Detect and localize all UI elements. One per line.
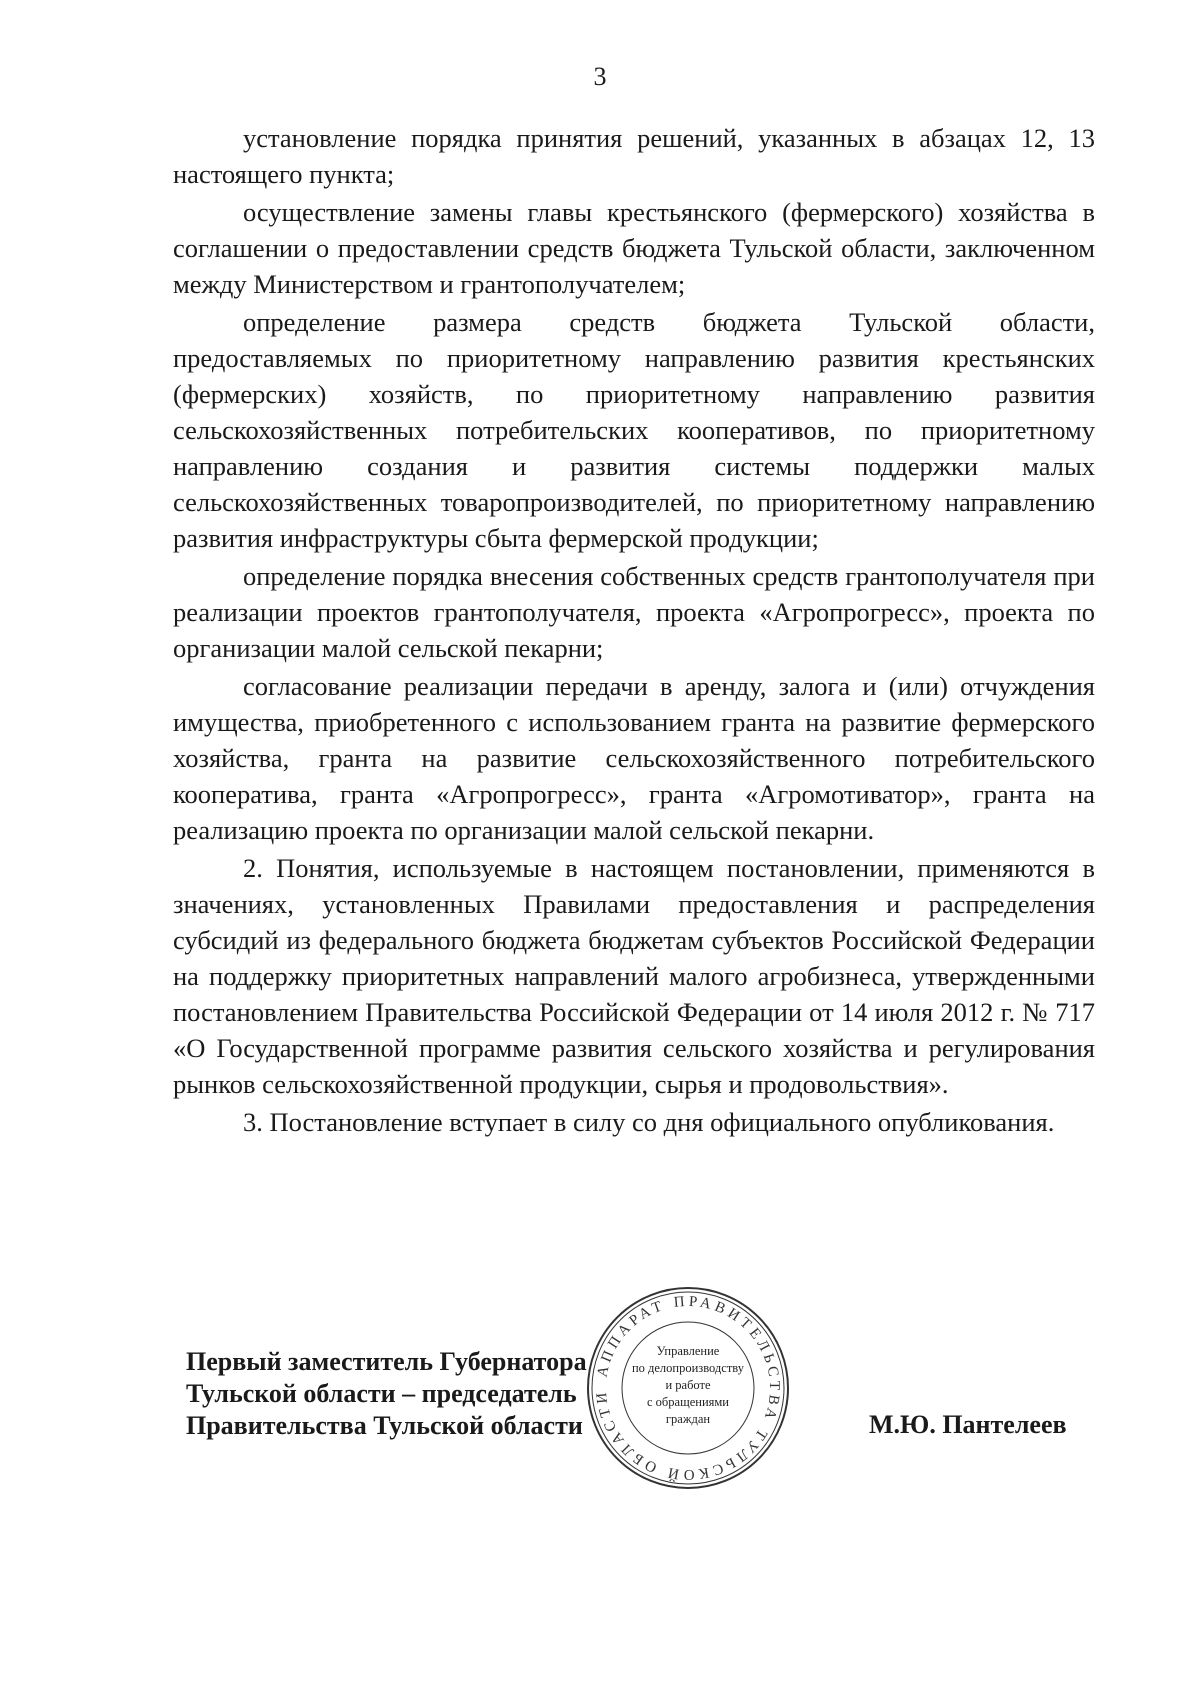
paragraph: определение размера средств бюджета Тульской области, предоставляемых по приоритетному направлению развития крестьянских (фермерских) хозяйств, по приоритетному направлению развития сельскохозяйственных потребительских кооперативов, по приоритетному направлению создания и развития системы поддержки малых сельскохозяйственных товаропроизводителей, по приоритетному направлению развития инфраструктуры сбыта фермерской продукции; [173,307,1095,553]
stamp-ring-text: АППАРАТ ПРАВИТЕЛЬСТВА ТУЛЬСКОЙ ОБЛАСТИ [593,1293,783,1483]
stamp-line: по делопроизводству [631,1361,745,1375]
paragraph: установление порядка принятия решений, указанных в абзацах 12, 13 настоящего пункта; [173,123,1095,189]
page-number: 3 [593,62,607,91]
stamp-line: Управление [656,1344,720,1358]
signer-name: М.Ю. Пантелеев [869,1410,1067,1439]
paragraph: 2. Понятия, используемые в настоящем постановлении, применяются в значениях, установленных Правилами предоставления и распределения субсидий из федерального бюджета бюджетам субъектов Российской Федерации на поддержку приоритетных направлений малого агробизнеса, утвержденными постановлением Правительства Российской Федерации от 14 июля 2012 г. № 717 «О Государственной программе развития сельского хозяйства и регулирования рынков сельскохозяйственной продукции, сырья и продовольствия». [173,853,1095,1099]
stamp-line: с обращениями [647,1395,729,1409]
stamp-center-text [621,1343,755,1428]
signer-title-line: Тульской области – председатель [186,1379,577,1408]
document-body [173,120,1095,1142]
paragraph: согласование реализации передачи в аренду, залога и (или) отчуждения имущества, приобретенного с использованием гранта на развитие фермерского хозяйства, гранта на развитие сельскохозяйственного потребительского кооператива, гранта «Агропрогресс», гранта «Агромотиватор», гранта на реализацию проекта по организации малой сельской пекарни. [173,671,1095,845]
signer-title-line: Правительства Тульской области [186,1411,583,1440]
stamp-line: граждан [665,1412,711,1426]
stamp-line: и работе [665,1378,711,1392]
signer-title-line: Первый заместитель Губернатора [186,1347,587,1376]
paragraph: определение порядка внесения собственных средств грантополучателя при реализации проектов грантополучателя, проекта «Агропрогресс», проекта по организации малой сельской пекарни; [173,561,1095,663]
official-stamp [583,1283,793,1493]
signature-block [186,1346,587,1442]
paragraph: 3. Постановление вступает в силу со дня официального опубликования. [243,1107,1055,1137]
paragraph: осуществление замены главы крестьянского (фермерского) хозяйства в соглашении о предоставлении средств бюджета Тульской области, заключенном между Министерством и грантополучателем; [173,197,1095,299]
